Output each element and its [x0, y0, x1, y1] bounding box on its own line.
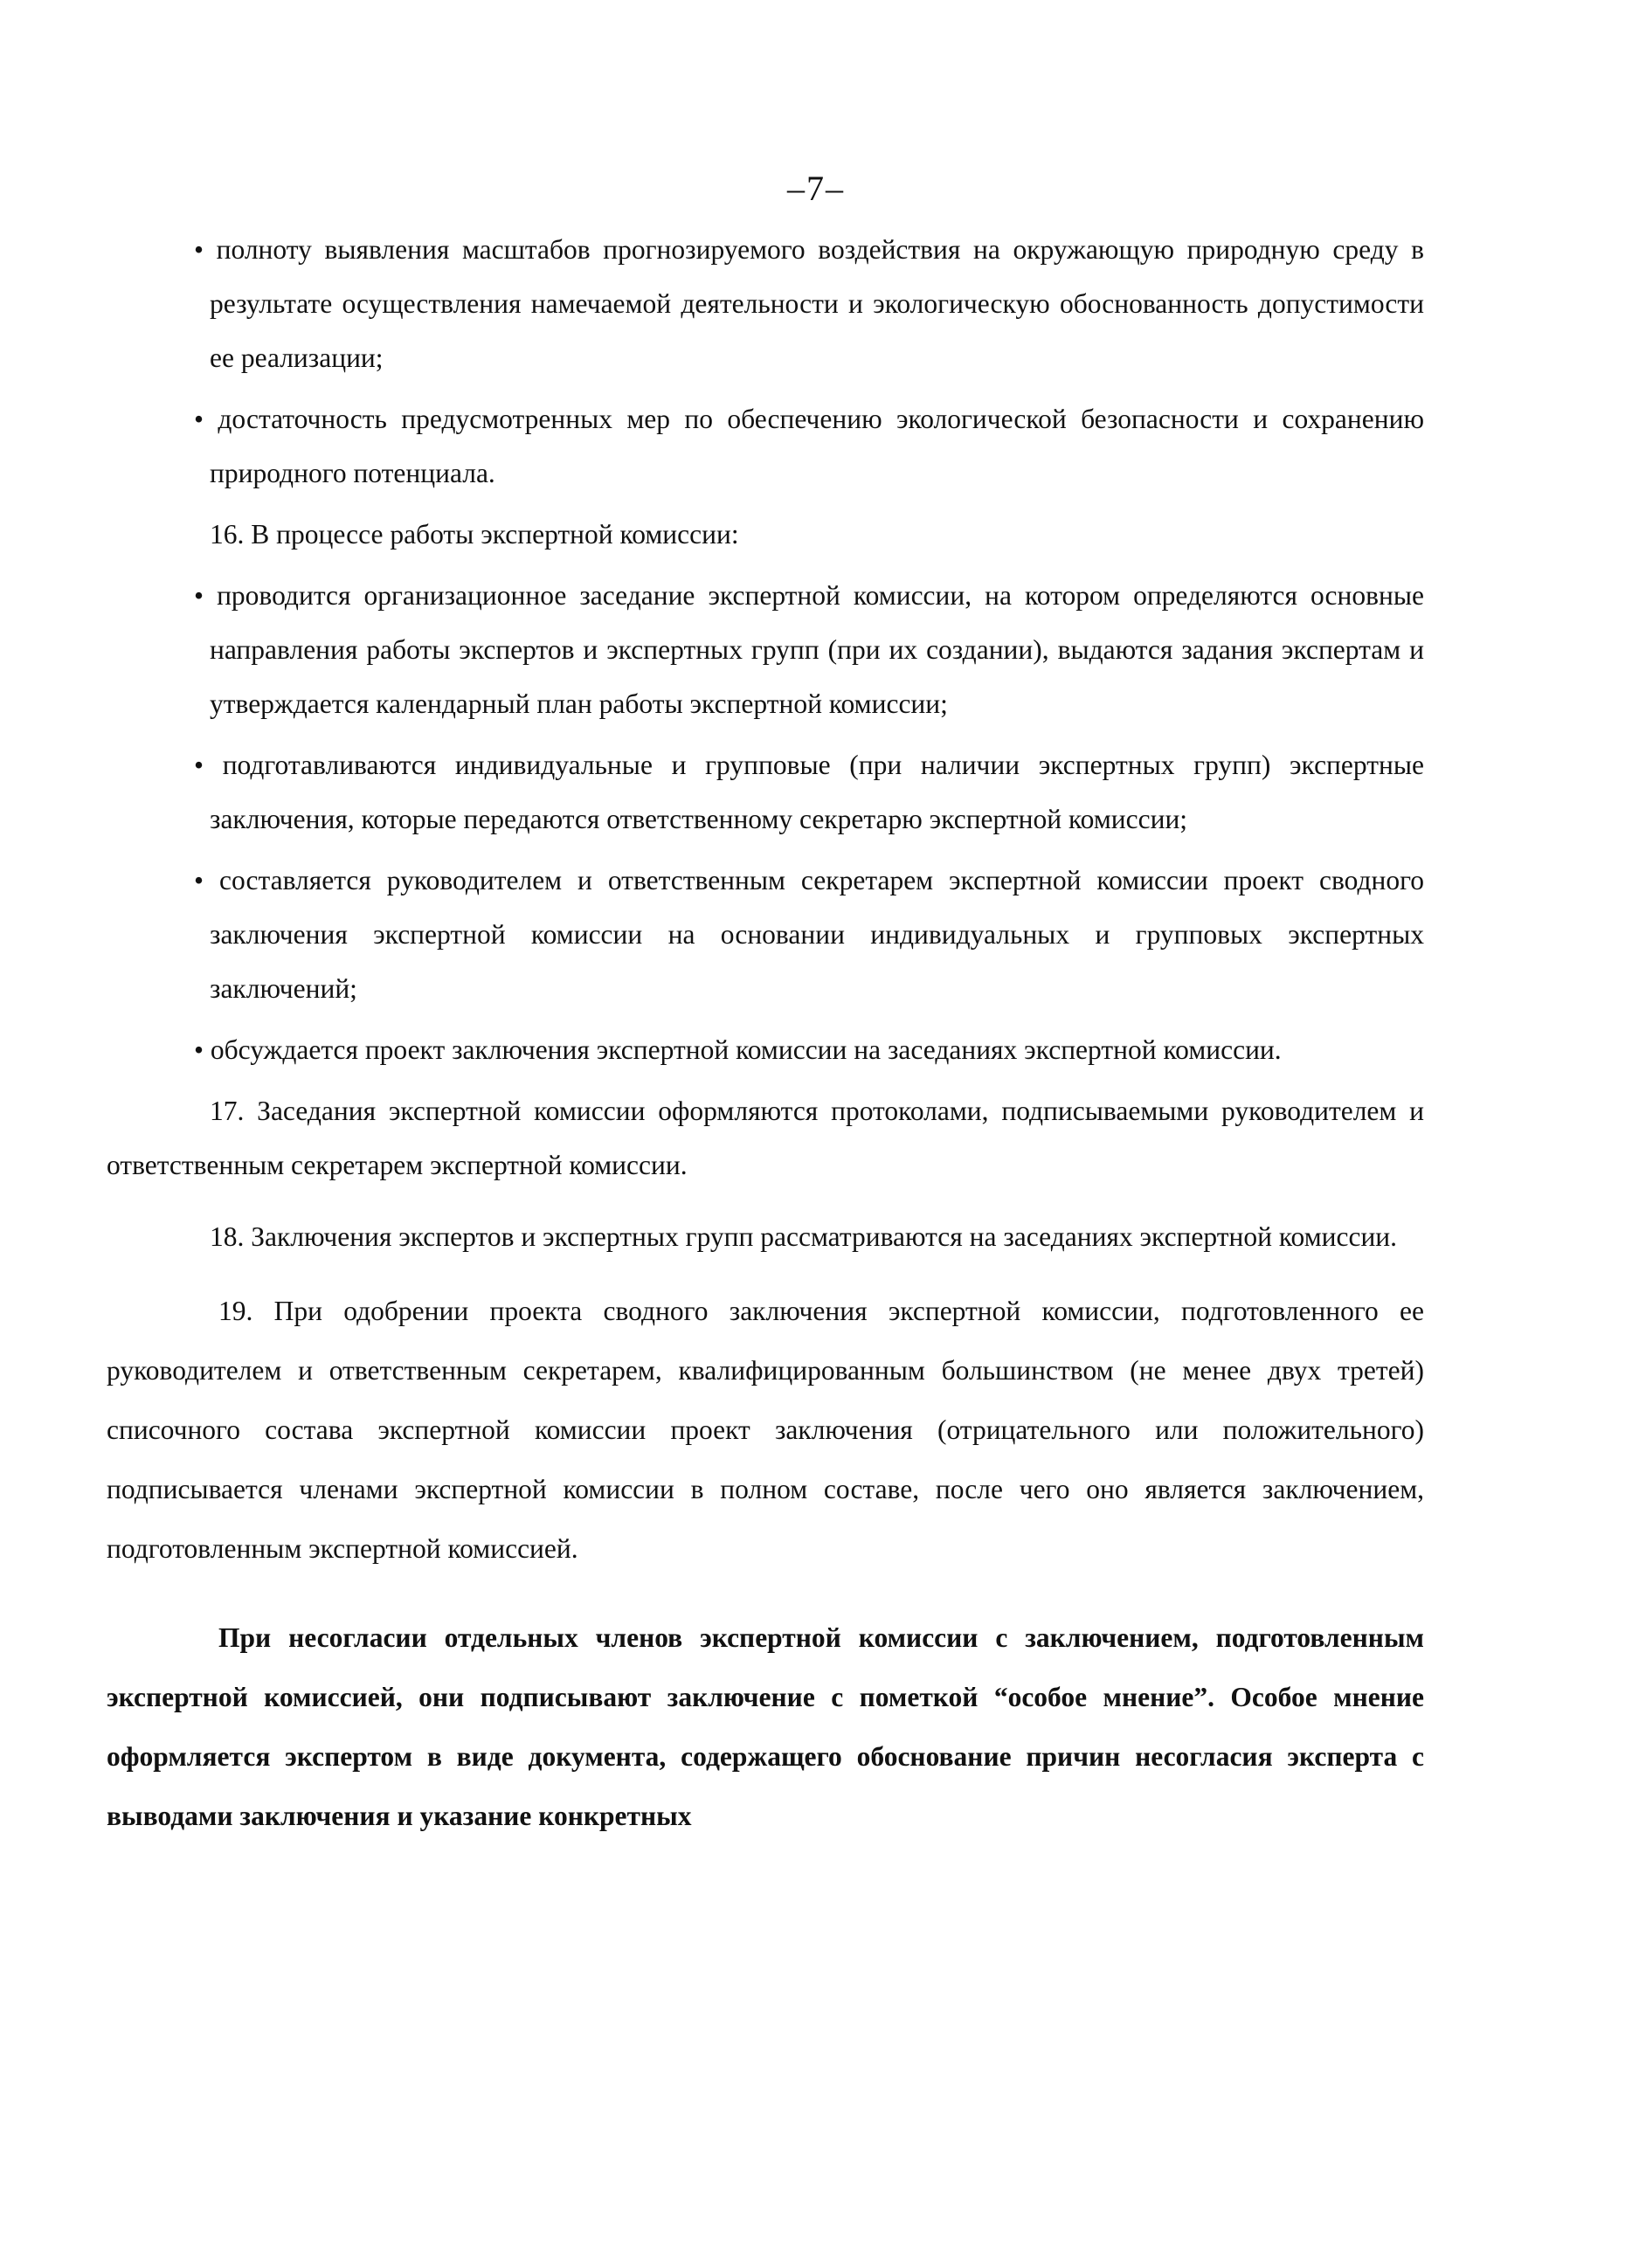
bullet-paragraph-draft-summary: • составляется руководителем и ответственным секретарем экспертной комиссии проект сводного заключения экспертной комиссии на основании индивидуальных и групповых экспертных заключений; [194, 865, 1424, 1004]
bullet-paragraph-organizational-meeting: • проводится организационное заседание экспертной комиссии, на котором определяются основные направления работы экспертов и экспертных групп (при их создании), выдаются задания экспертам и утверждается календарный план работы экспертной комиссии; [194, 580, 1424, 719]
paragraph-special-opinion: При несогласии отдельных членов экспертной комиссии с заключением, подготовленным экспертной комиссией, они подписывают заключение с пометкой “особое мнение”. Особое мнение оформляется экспертом в виде документа, содержащего обоснование причин несогласия эксперта с выводами заключения и указание конкретных [107, 1622, 1424, 1831]
numbered-paragraph-18: 18. Заключения экспертов и экспертных групп рассматриваются на заседаниях экспертной комиссии. [210, 1221, 1398, 1252]
numbered-paragraph-16: 16. В процессе работы экспертной комиссии: [210, 519, 739, 550]
document-body [107, 223, 1424, 1846]
bullet-paragraph-completeness: • полноту выявления масштабов прогнозируемого воздействия на окружающую природную среду в результате осуществления намечаемой деятельности и экологическую обоснованность допустимости ее реализации; [194, 234, 1424, 373]
page-number: –7– [787, 169, 845, 208]
numbered-paragraph-19: 19. При одобрении проекта сводного заключения экспертной комиссии, подготовленного ее руководителем и ответственным секретарем, квалифицированным большинством (не менее двух третей) списочного состава экспертной комиссии проект заключения (отрицательного или положительного) подписывается членами экспертной комиссии в полном составе, после чего оно является заключением, подготовленным экспертной комиссией. [107, 1296, 1424, 1564]
numbered-paragraph-17: 17. Заседания экспертной комиссии оформляются протоколами, подписываемыми руководителем и ответственным секретарем экспертной комиссии. [107, 1096, 1424, 1180]
bullet-paragraph-discussion: • обсуждается проект заключения экспертной комиссии на заседаниях экспертной комиссии. [194, 1034, 1282, 1065]
bullet-paragraph-individual-conclusions: • подготавливаются индивидуальные и групповые (при наличии экспертных групп) экспертные заключения, которые передаются ответственному секретарю экспертной комиссии; [194, 750, 1424, 834]
bullet-paragraph-sufficiency: • достаточность предусмотренных мер по обеспечению экологической безопасности и сохранению природного потенциала. [194, 404, 1424, 488]
